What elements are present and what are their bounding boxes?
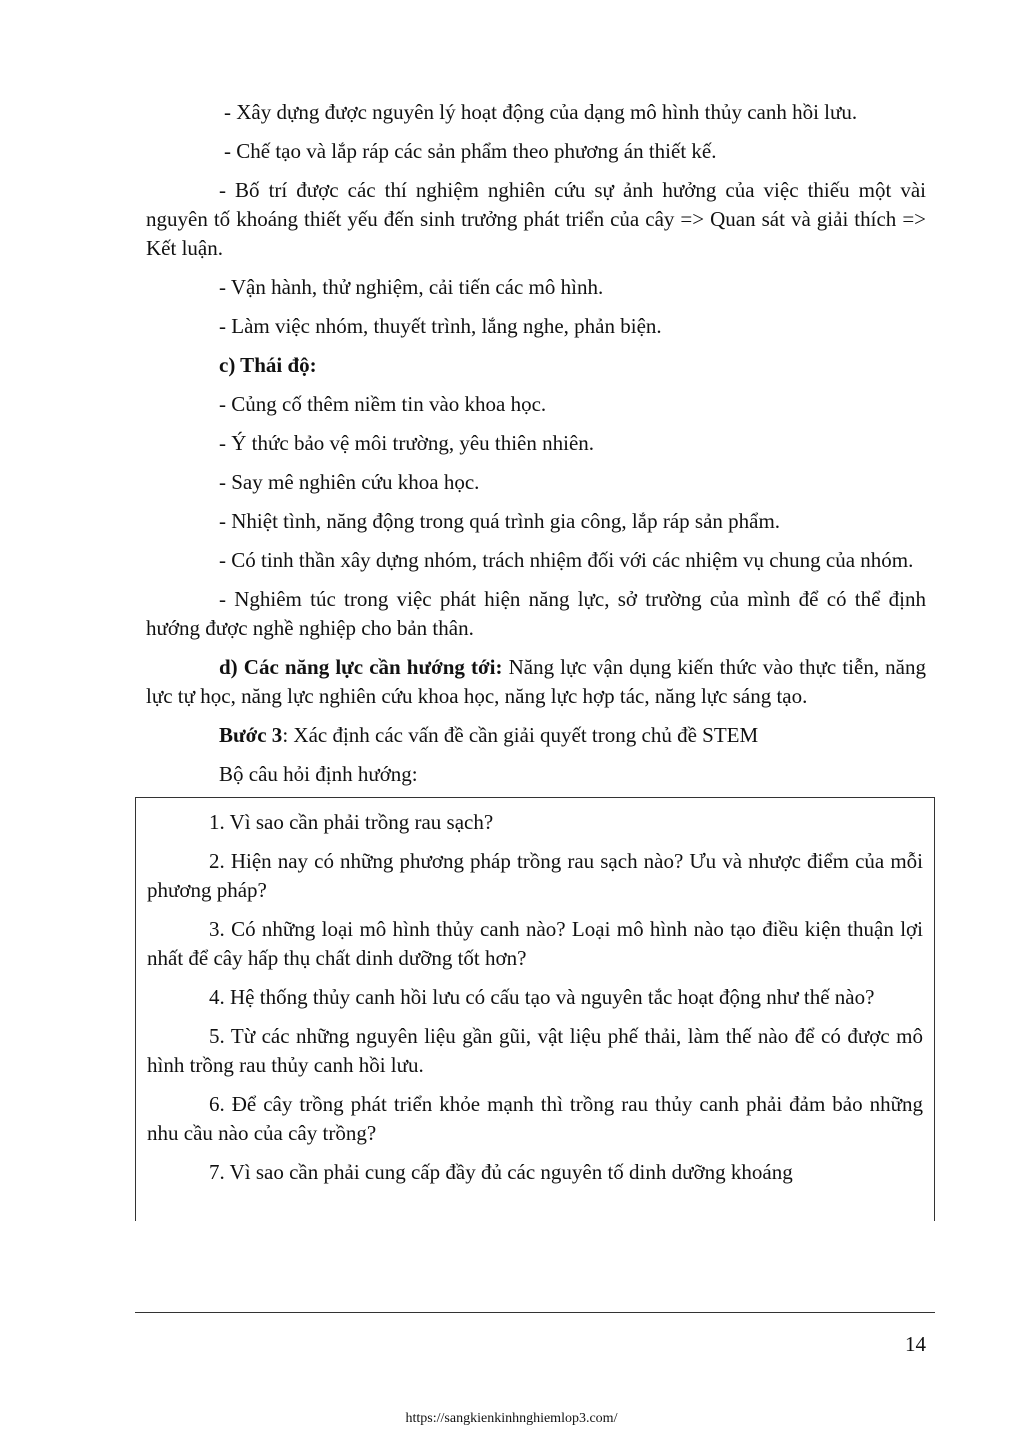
question-item: 6. Để cây trồng phát triển khỏe mạnh thì trồng rau thủy canh phải đảm bảo những nhu cầu nào của cây trồng? — [147, 1092, 923, 1145]
paragraph: - Củng cố thêm niềm tin vào khoa học. — [219, 392, 547, 416]
questions-intro: Bộ câu hỏi định hướng: — [219, 762, 418, 786]
paragraph: - Xây dựng được nguyên lý hoạt động của dạng mô hình thủy canh hồi lưu. — [224, 100, 858, 124]
section-heading-competencies — [146, 653, 926, 711]
paragraph: - Có tinh thần xây dựng nhóm, trách nhiệm đối với các nhiệm vụ chung của nhóm. — [219, 548, 914, 572]
heading-text: c) Thái độ: — [219, 353, 317, 377]
question-item: 1. Vì sao cần phải trồng rau sạch? — [209, 810, 494, 834]
heading-text: d) Các năng lực cần hướng tới: — [219, 655, 503, 679]
paragraph: - Chế tạo và lắp ráp các sản phẩm theo phương án thiết kế. — [224, 139, 717, 163]
paragraph: - Nghiêm túc trong việc phát hiện năng lực, sở trường của mình để có thể định hướng được nghề nghiệp cho bản thân. — [146, 587, 926, 640]
footer-url: https://sangkienkinhnghiemlop3.com/ — [405, 1411, 618, 1426]
question-item: 7. Vì sao cần phải cung cấp đầy đủ các nguyên tố dinh dưỡng khoáng — [209, 1160, 793, 1184]
paragraph: - Say mê nghiên cứu khoa học. — [219, 470, 480, 494]
guiding-questions-box — [135, 797, 935, 1221]
paragraph: - Vận hành, thử nghiệm, cải tiến các mô hình. — [219, 275, 604, 299]
paragraph: - Nhiệt tình, năng động trong quá trình gia công, lắp ráp sản phẩm. — [219, 509, 781, 533]
question-item: 2. Hiện nay có những phương pháp trồng rau sạch nào? Ưu và nhược điểm của mỗi phương pháp? — [147, 849, 923, 902]
section-heading-attitude — [146, 351, 926, 380]
question-item: 5. Từ các những nguyên liệu gần gũi, vật liệu phế thải, làm thế nào để có được mô hình trồng rau thủy canh hồi lưu. — [147, 1024, 923, 1077]
paragraph: - Bố trí được các thí nghiệm nghiên cứu sự ảnh hưởng của việc thiếu một vài nguyên tố khoáng thiết yếu đến sinh trưởng phát triển của cây => Quan sát và giải thích => Kết luận. — [146, 178, 926, 260]
step-description: : Xác định các vấn đề cần giải quyết trong chủ đề STEM — [282, 723, 759, 747]
paragraph: - Làm việc nhóm, thuyết trình, lắng nghe, phản biện. — [219, 314, 662, 338]
document-body — [146, 98, 926, 1221]
box-bottom-border — [135, 1312, 935, 1313]
question-item: 3. Có những loại mô hình thủy canh nào? Loại mô hình nào tạo điều kiện thuận lợi nhất để cây hấp thụ chất dinh dưỡng tốt hơn? — [147, 917, 923, 970]
question-item: 4. Hệ thống thủy canh hồi lưu có cấu tạo và nguyên tắc hoạt động như thế nào? — [209, 985, 875, 1009]
heading-continuation: Năng lực vận dụng kiến thức vào thực tiễn, năng lực tự học, năng lực nghiên cứu khoa học, năng lực hợp tác, năng lực sáng tạo. — [146, 655, 926, 708]
paragraph: - Ý thức bảo vệ môi trường, yêu thiên nhiên. — [219, 431, 595, 455]
step-label: Bước 3 — [219, 723, 283, 747]
step3-line — [146, 721, 926, 750]
page-number: 14 — [905, 1332, 926, 1356]
